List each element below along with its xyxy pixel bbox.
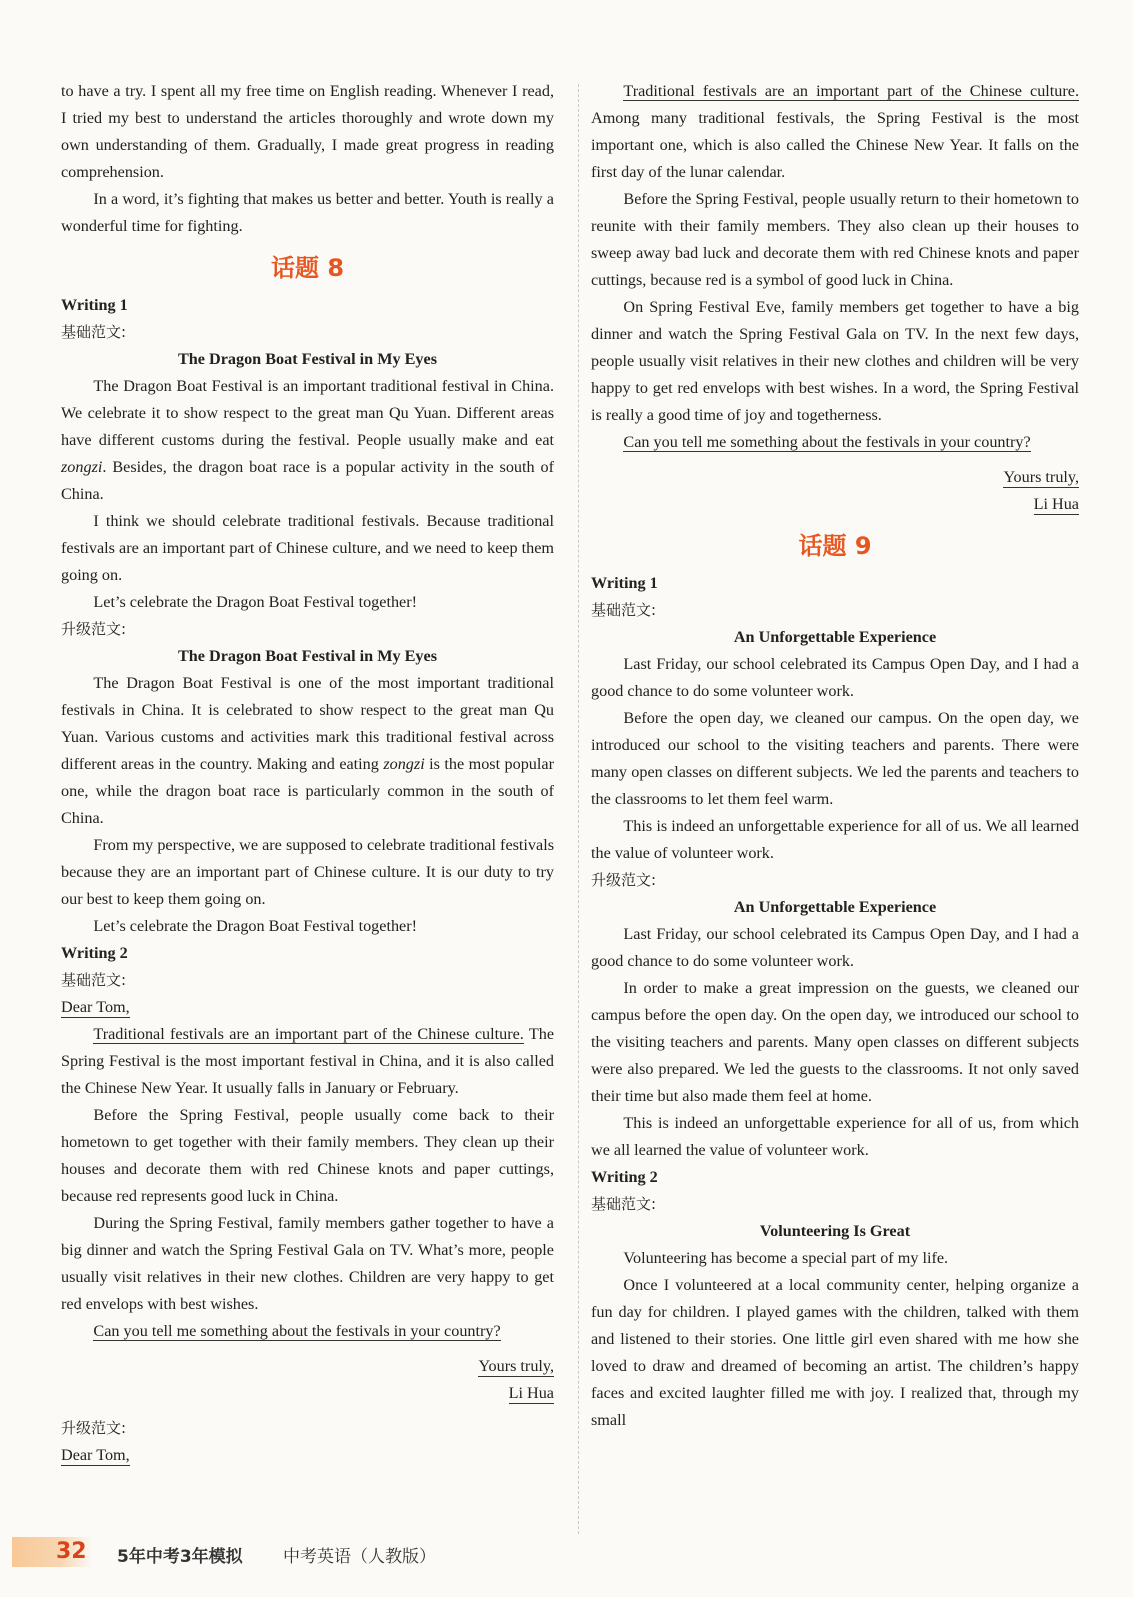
essay-paragraph: This is indeed an unforgettable experience for all of us, from which we all learned the value of volunteer work. (591, 1114, 1079, 1159)
essay-title: An Unforgettable Experience (733, 898, 937, 916)
text-span: The Dragon Boat Festival is one of the most important traditional festivals in China. It is celebrated to show respect to the great man Qu Yuan. Various customs and activities mark this traditional festival across different areas in the country. Making and eating (61, 674, 554, 773)
basic-sample-label: 基础范文: (591, 1195, 657, 1213)
basic-sample-label: 基础范文: (61, 971, 127, 989)
essay-paragraph: Let’s celebrate the Dragon Boat Festival together! (93, 917, 418, 935)
letter-paragraph (591, 429, 1079, 456)
left-column (61, 78, 554, 1469)
letter-closing (591, 464, 1079, 491)
letter-paragraph: Before the Spring Festival, people usually come back to their hometown to get together with their family members. They clean up their houses and decorate them with red Chinese knots and paper cuttings, because red represents good luck in China. (61, 1106, 554, 1205)
essay-paragraph (61, 670, 554, 832)
essay-paragraph: Last Friday, our school celebrated its Campus Open Day, and I had a good chance to do some volunteer work. (591, 655, 1079, 700)
right-column (591, 78, 1079, 1434)
essay-paragraph: Once I volunteered at a local community center, helping organize a fun day for children. I played games with the children, talked with them and listened to their stories. One little girl even shared with me how she loved to draw and dreamed of becoming an artist. The children’s happy faces and excited laughter filled me with joy. I realized that, through my small (591, 1276, 1079, 1429)
essay-title: The Dragon Boat Festival in My Eyes (178, 350, 437, 368)
underlined-sentence: Can you tell me something about the festivals in your country? (623, 433, 1031, 451)
greeting-text: Dear Tom, (61, 1446, 130, 1464)
letter-greeting (61, 994, 554, 1021)
letter-paragraph: During the Spring Festival, family members gather together to have a big dinner and watch the Spring Festival Gala on TV. What’s more, people usually visit relatives in their new clothes. Children are very happy to get red envelops with best wishes. (61, 1214, 554, 1313)
text-span: is the most popular one, while the dragon boat race is particularly common in the south of China. (61, 755, 554, 827)
essay-paragraph: Let’s celebrate the Dragon Boat Festival together! (93, 593, 418, 611)
letter-greeting (61, 1442, 554, 1469)
advanced-sample-label: 升级范文: (61, 620, 127, 638)
underlined-sentence: Traditional festivals are an important part of the Chinese culture. (623, 82, 1079, 100)
footer-subtitle: 中考英语（人教版） (283, 1547, 436, 1567)
essay-paragraph: I think we should celebrate traditional festivals. Because traditional festivals are an important part of Chinese culture, and we need to keep them going on. (61, 512, 554, 584)
italic-term: zongzi (383, 755, 425, 773)
signature-text: Li Hua (1033, 495, 1079, 513)
topic-8-heading: 话题 8 (270, 254, 345, 282)
essay-paragraph: In order to make a great impression on the guests, we cleaned our campus before the open day. On the open day, we introduced our school to the visiting teachers and parents. Many open classes on different subjects were also prepared. We led the guests to the classrooms. It not only saved their time but also made them feel at home. (591, 979, 1079, 1105)
letter-signature (61, 1380, 554, 1407)
signature-text: Li Hua (508, 1384, 554, 1402)
essay-paragraph: This is indeed an unforgettable experience for all of us. We all learned the value of volunteer work. (591, 817, 1079, 862)
letter-paragraph (61, 1021, 554, 1102)
closing-text: Yours truly, (478, 1357, 554, 1375)
footer-brand: 5年中考3年模拟 (117, 1547, 243, 1567)
letter-paragraph: Before the Spring Festival, people usually return to their hometown to reunite with their family members. They also clean up their houses to sweep away bad luck and decorate them with red Chinese knots and paper cuttings, because red is a symbol of good luck in China. (591, 190, 1079, 289)
letter-signature (591, 491, 1079, 518)
topic-9-heading: 话题 9 (798, 532, 872, 560)
text-span: . Besides, the dragon boat race is a popular activity in the south of China. (61, 458, 554, 503)
essay-title: The Dragon Boat Festival in My Eyes (178, 647, 437, 665)
advanced-sample-label: 升级范文: (61, 1419, 127, 1437)
italic-term: zongzi (61, 458, 103, 476)
text-span: The Spring Festival is the most important festival in China, and it is also called the Chinese New Year. It usually falls in January or February. (61, 1025, 555, 1097)
intro-paragraph-2: In a word, it’s fighting that makes us better and better. Youth is really a wonderful time for fighting. (61, 190, 554, 235)
essay-paragraph: Last Friday, our school celebrated its Campus Open Day, and I had a good chance to do some volunteer work. (591, 925, 1079, 970)
letter-paragraph (591, 78, 1079, 186)
letter-paragraph (61, 1318, 554, 1345)
text-span: Among many traditional festivals, the Spring Festival is the most important one, which is also called the Chinese New Year. It falls on the first day of the lunar calendar. (591, 109, 1079, 181)
essay-paragraph: From my perspective, we are supposed to celebrate traditional festivals because they are an important part of Chinese culture. It is our duty to try our best to keep them going on. (61, 836, 554, 908)
page-footer (0, 1533, 1133, 1569)
letter-closing (61, 1353, 554, 1380)
page-number: 32 (12, 1537, 92, 1567)
writing-1-label: Writing 1 (61, 296, 128, 314)
column-divider (578, 84, 579, 1534)
essay-title: An Unforgettable Experience (733, 628, 937, 646)
writing-1-label: Writing 1 (591, 574, 658, 592)
essay-paragraph: Volunteering has become a special part of my life. (623, 1249, 949, 1267)
essay-paragraph (61, 373, 554, 508)
advanced-sample-label: 升级范文: (591, 871, 657, 889)
underlined-sentence: Traditional festivals are an important part of the Chinese culture. (93, 1025, 524, 1043)
basic-sample-label: 基础范文: (61, 323, 127, 341)
writing-2-label: Writing 2 (591, 1168, 658, 1186)
letter-paragraph: On Spring Festival Eve, family members get together to have a big dinner and watch the Spring Festival Gala on TV. In the next few days, people usually visit relatives in their new clothes and children will be very happy to get red envelops with best wishes. In a word, the Spring Festival is really a good time of joy and togetherness. (591, 298, 1079, 424)
underlined-sentence: Can you tell me something about the festivals in your country? (93, 1322, 501, 1340)
intro-paragraph-1: to have a try. I spent all my free time on English reading. Whenever I read, I tried my best to understand the articles thoroughly and wrote down my own understanding of them. Gradually, I made great progress in reading comprehension. (61, 82, 554, 181)
essay-title: Volunteering Is Great (759, 1222, 911, 1240)
essay-paragraph: Before the open day, we cleaned our campus. On the open day, we introduced our school to the visiting teachers and parents. There were many open classes on different subjects. We led the parents and teachers to the classrooms to let them feel warm. (591, 709, 1079, 808)
basic-sample-label: 基础范文: (591, 601, 657, 619)
greeting-text: Dear Tom, (61, 998, 130, 1016)
closing-text: Yours truly, (1003, 468, 1079, 486)
text-span: The Dragon Boat Festival is an important traditional festival in China. We celebrate it to show respect to the great man Qu Yuan. Different areas have different customs during the festival. People usually make and eat (61, 377, 554, 449)
writing-2-label: Writing 2 (61, 944, 128, 962)
